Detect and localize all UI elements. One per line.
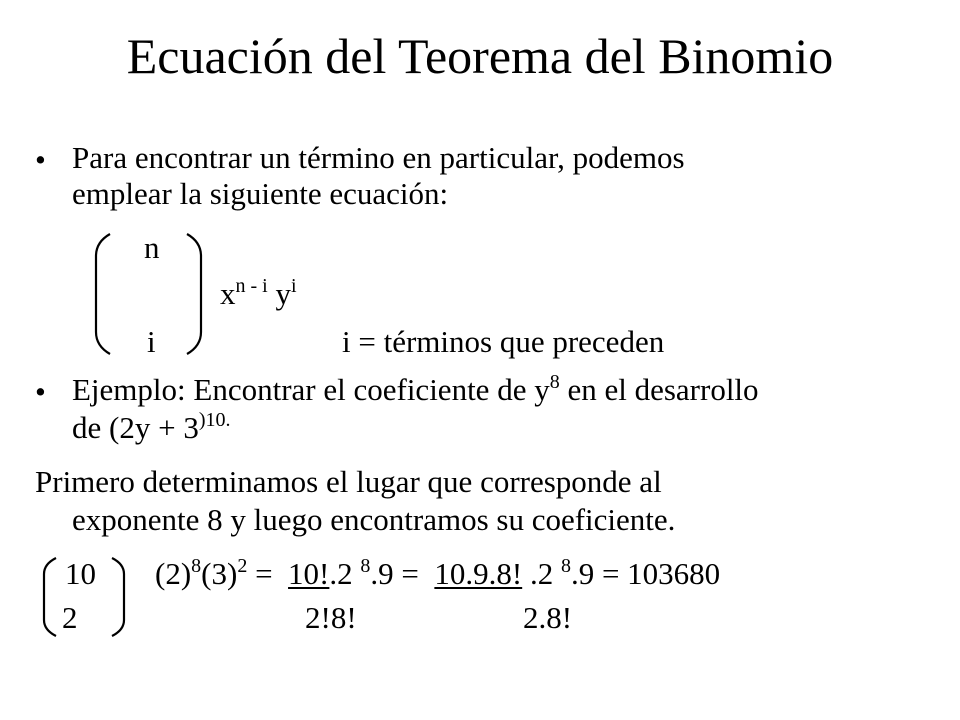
formula-xy — [220, 276, 297, 316]
right-parenthesis-icon — [110, 556, 128, 638]
equals-sign: = — [393, 556, 427, 591]
formula-x: x — [220, 276, 236, 311]
binom-top: 10 — [65, 556, 96, 591]
fraction1-tail: .9 — [370, 556, 394, 591]
example-equation — [155, 556, 720, 596]
fraction1-numerator: 10! — [288, 556, 330, 591]
bullet2-text-a: Ejemplo: Encontrar el coeficiente de y — [72, 372, 550, 407]
fraction1-denominator: 2!8! — [305, 600, 357, 635]
formula-i: i — [147, 324, 156, 359]
fraction1-factor: .2 — [329, 556, 361, 591]
formula-note: i = términos que preceden — [342, 324, 665, 359]
left-parenthesis-icon — [92, 232, 112, 356]
formula-y-exponent: i — [290, 275, 297, 297]
slide-title: Ecuación del Teorema del Binomio — [126, 28, 834, 84]
fraction2-denominator: 2.8! — [523, 600, 573, 635]
bullet-marker: • — [35, 374, 46, 409]
term-3-exponent: 2 — [237, 555, 248, 577]
binom-bottom: 2 — [62, 600, 78, 635]
bullet2-line2-exponent: )10. — [198, 409, 231, 431]
bullet1-line2: emplear la siguiente ecuación: — [72, 176, 449, 211]
equals-sign: = — [594, 556, 628, 591]
equals-sign: = — [247, 556, 281, 591]
term-3: (3) — [201, 556, 238, 591]
bullet2-line2-text: de (2y + 3 — [72, 410, 199, 445]
bullet2-line2 — [72, 410, 231, 450]
bullet2-line1 — [72, 372, 759, 412]
left-parenthesis-icon — [40, 556, 58, 638]
result-value: 103680 — [627, 556, 721, 591]
term-2: (2) — [155, 556, 192, 591]
formula-y: y — [275, 276, 291, 311]
bullet1-line1: Para encontrar un término en particular, podemos — [72, 140, 685, 175]
bullet-marker: • — [35, 142, 46, 177]
formula-n: n — [144, 230, 160, 265]
bullet2-exponent: 8 — [549, 371, 560, 393]
fraction1-exponent: 8 — [360, 555, 371, 577]
fraction2-factor: .2 — [522, 556, 561, 591]
formula-x-exponent: n - i — [235, 275, 268, 297]
fraction2-numerator: 10.9.8! — [434, 556, 523, 591]
fraction2-exponent: 8 — [560, 555, 571, 577]
paragraph-line2: exponente 8 y luego encontramos su coeficiente. — [72, 502, 676, 537]
fraction2-tail: .9 — [570, 556, 595, 591]
term-2-exponent: 8 — [191, 555, 202, 577]
bullet2-text-b: en el desarrollo — [559, 372, 759, 407]
right-parenthesis-icon — [185, 232, 205, 356]
paragraph-line1: Primero determinamos el lugar que corresponde al — [35, 464, 662, 499]
